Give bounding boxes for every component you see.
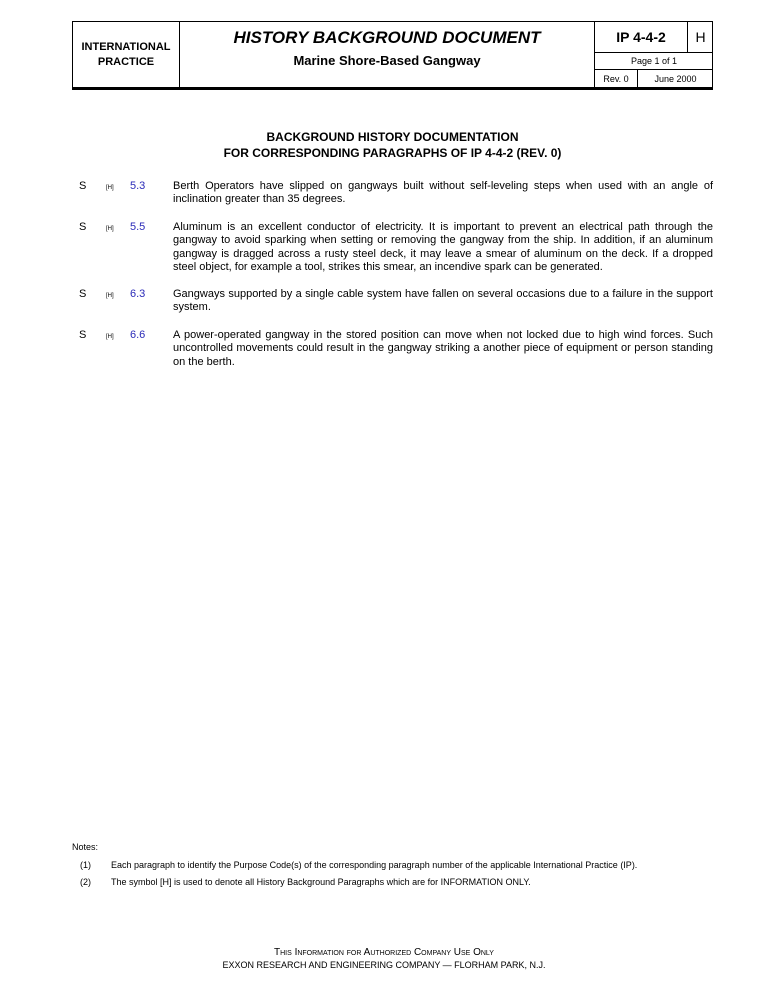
org-line-2: PRACTICE [97, 56, 155, 68]
purpose-code: S [79, 221, 87, 233]
note-number: (2) [80, 877, 91, 887]
revision: Rev. 0 [595, 70, 638, 88]
purpose-code: S [79, 288, 87, 300]
ip-number: IP 4-4-2 [595, 22, 688, 52]
purpose-code: S [79, 180, 87, 192]
header-org-box [72, 22, 180, 88]
history-symbol: [H] [106, 334, 114, 340]
section-heading-line-1: BACKGROUND HISTORY DOCUMENTATION [266, 130, 519, 144]
footer-company: EXXON RESEARCH AND ENGINEERING COMPANY — FLORHAM PARK, N.J. [222, 960, 546, 970]
header-title-box [180, 22, 594, 88]
history-paragraph [72, 288, 713, 315]
document-header [72, 21, 713, 90]
header-meta-box [594, 22, 713, 88]
paragraph-text: Aluminum is an excellent conductor of electricity. It is important to prevent an electrical path through the gangway to avoid sparking when setting or removing the gangway from the ship. In addition, if an aluminum gangway is dragged across a rusty steel deck, it may leave a smear of aluminum on the deck. If a dropped steel object, for example a tool, strikes this smear, an incendive spark can be generated. [173, 221, 713, 273]
revision-date: June 2000 [654, 74, 697, 84]
paragraph-number: 5.3 [130, 180, 146, 192]
history-symbol: [H] [106, 185, 114, 191]
document-subtitle: Marine Shore-Based Gangway [293, 53, 481, 68]
history-symbol: [H] [106, 293, 114, 299]
paragraph-text: A power-operated gangway in the stored position can move when not locked due to high wind forces. Such uncontrolled movements could result in the gangway striking a another piece of equipment or person standing on the berth. [173, 329, 713, 368]
history-paragraph [72, 329, 713, 369]
paragraph-number: 5.5 [130, 221, 146, 233]
paragraph-text: Berth Operators have slipped on gangways built without self-leveling steps when used with an angle of inclination greater than 35 degrees. [173, 180, 713, 206]
paragraph-number: 6.6 [130, 329, 146, 341]
history-paragraph [72, 180, 713, 207]
paragraph-text: Gangways supported by a single cable system have fallen on several occasions due to a failure in the support system. [173, 288, 713, 314]
note-text: The symbol [H] is used to denote all History Background Paragraphs which are for INFORMATION ONLY. [111, 877, 531, 887]
paragraph-number: 6.3 [130, 288, 146, 300]
section-heading-line-2: FOR CORRESPONDING PARAGRAPHS OF IP 4-4-2 (REV. 0) [223, 146, 562, 160]
document-title: HISTORY BACKGROUND DOCUMENT [233, 28, 541, 47]
ip-letter: H [695, 29, 706, 45]
history-paragraph [72, 221, 713, 274]
org-line-1: INTERNATIONAL [81, 41, 171, 53]
notes-title: Notes: [72, 842, 99, 852]
purpose-code: S [79, 329, 87, 341]
note-text: Each paragraph to identify the Purpose Code(s) of the corresponding paragraph number of the applicable International Practice (IP). [111, 860, 638, 870]
note-number: (1) [80, 860, 91, 870]
history-symbol: [H] [106, 226, 114, 232]
footer-confidentiality: This Information for Authorized Company Use Only [274, 947, 494, 958]
page-number: Page 1 of 1 [595, 52, 713, 70]
